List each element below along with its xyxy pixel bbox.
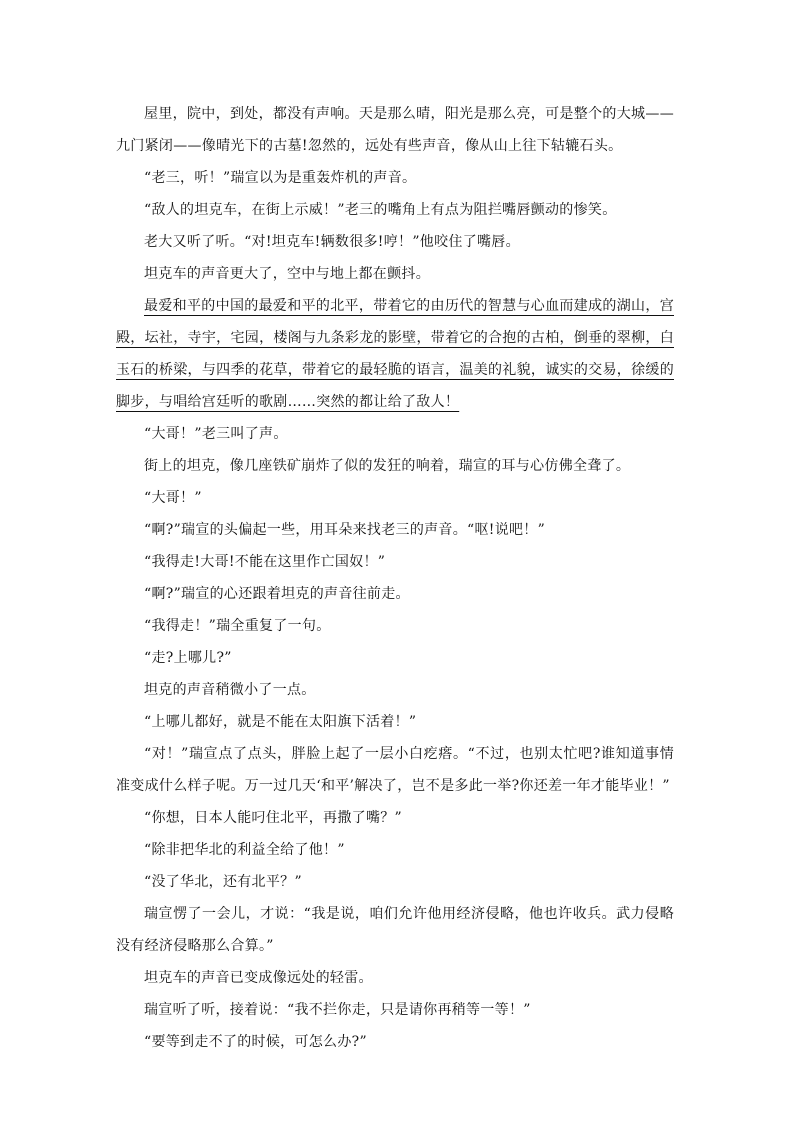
paragraph: 坦克车的声音更大了，空中与地上都在颤抖。 [144, 266, 430, 282]
paragraph: “对！”瑞宣点了点头，胖脸上起了一层小白疙瘩。“不过，也别太忙吧?谁知道事情准变成什么样子呢。万一过几天‘和平’解决了，岂不是多此一举?你还差一年才能毕业！” [116, 746, 674, 794]
paragraph: 瑞宣听了听，接着说：“我不拦你走，只是请你再稍等一等！” [144, 1002, 531, 1018]
paragraph: 屋里，院中，到处，都没有声响。天是那么晴，阳光是那么亮，可是整个的大城——九门紧闭——像晴光下的古墓!忽然的，远处有些声音，像从山上往下轱辘石头。 [116, 106, 674, 154]
paragraph: “没了华北，还有北平？” [144, 874, 302, 890]
paragraph: “你想，日本人能叼住北平，再撒了嘴？” [144, 810, 403, 826]
paragraph: “老三，听！”瑞宣以为是重轰炸机的声音。 [144, 170, 417, 186]
paragraph: “走?上哪儿?” [144, 650, 232, 666]
paragraph: “啊?”瑞宣的心还跟着坦克的声音往前走。 [144, 586, 410, 602]
paragraph: 老大又听了听。“对!坦克车!辆数很多!哼！”他咬住了嘴唇。 [144, 234, 520, 250]
paragraph: 瑞宣愣了一会儿，才说：“我是说，咱们允许他用经济侵略，他也许收兵。武力侵略没有经济侵略那么合算。” [116, 906, 674, 954]
paragraph: 坦克车的声音已变成像远处的轻雷。 [144, 970, 373, 986]
paragraph: “要等到走不了的时候，可怎么办?” [144, 1034, 367, 1050]
paragraph: “大哥！”老三叫了声。 [144, 426, 288, 442]
paragraph: “啊?”瑞宣的头偏起一些，用耳朵来找老三的声音。“呕!说吧！” [144, 522, 546, 538]
paragraph: “除非把华北的利益全给了他！” [144, 842, 345, 858]
paragraph: 坦克的声音稍微小了一点。 [144, 682, 316, 698]
paragraph: “我得走!大哥!不能在这里作亡国奴！” [144, 554, 386, 570]
paragraph: “我得走！”瑞全重复了一句。 [144, 618, 331, 634]
underlined-text: 最爱和平的中国的最爱和平的北平，带着它的由历代的智慧与心血而建成的湖山，宫殿，坛社，寺宇，宅园，楼阁与九条彩龙的影壁，带着它的合抱的古柏，倒垂的翠柳，白玉石的桥梁，与四季的花草，带着它的最轻脆的语言，温美的礼貌，诚实的交易，徐缓的脚步，与唱给宫廷听的歌剧……突然的都让给了敌人！ [116, 298, 674, 410]
paragraph: “敌人的坦克车，在街上示威！”老三的嘴角上有点为阻拦嘴唇颤动的惨笑。 [144, 202, 617, 218]
paragraph: “大哥！” [144, 490, 202, 506]
paragraph: 街上的坦克，像几座铁矿崩炸了似的发狂的响着，瑞宣的耳与心仿佛全聋了。 [144, 458, 631, 474]
document-page [116, 98, 674, 1058]
paragraph: “上哪儿都好，就是不能在太阳旗下活着！” [144, 714, 417, 730]
underlined-paragraph [116, 290, 674, 418]
